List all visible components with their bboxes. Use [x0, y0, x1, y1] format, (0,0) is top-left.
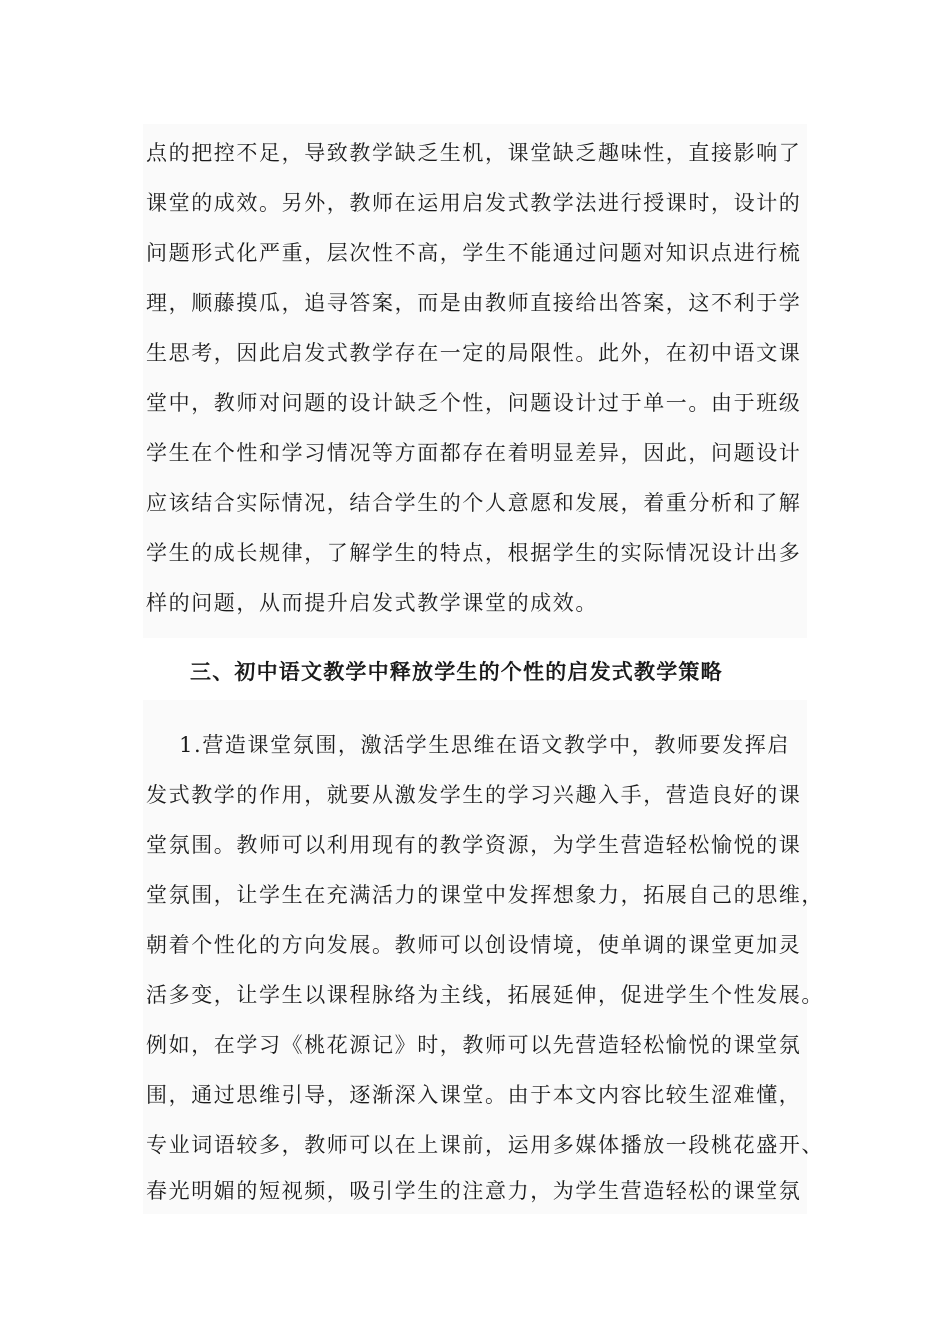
paragraph-1-line: 样的问题，从而提升启发式教学课堂的成效。	[146, 591, 598, 615]
paragraph-1-line: 应该结合实际情况，结合学生的个人意愿和发展，着重分析和了解	[146, 491, 802, 515]
paragraph-1-line: 问题形式化严重，层次性不高，学生不能通过问题对知识点进行梳	[146, 241, 802, 265]
paragraph-2-line: 专业词语较多，教师可以在上课前，运用多媒体播放一段桃花盛开、	[146, 1133, 824, 1157]
paragraph-1-line: 理，顺藤摸瓜，追寻答案，而是由教师直接给出答案，这不利于学	[146, 291, 802, 315]
paragraph-2-line: 朝着个性化的方向发展。教师可以创设情境，使单调的课堂更加灵	[146, 933, 802, 957]
paragraph-1-line: 生思考，因此启发式教学存在一定的局限性。此外，在初中语文课	[146, 341, 802, 365]
paragraph-2-line: 发式教学的作用，就要从激发学生的学习兴趣入手，营造良好的课	[146, 783, 802, 807]
paragraph-2-line: 1.营造课堂氛围，激活学生思维在语文教学中，教师要发挥启	[146, 733, 790, 757]
paragraph-2-line: 例如，在学习《桃花源记》时，教师可以先营造轻松愉悦的课堂氛	[146, 1033, 802, 1057]
section-heading: 三、初中语文教学中释放学生的个性的启发式教学策略	[190, 660, 723, 684]
paragraph-2-line: 活多变，让学生以课程脉络为主线，拓展延伸，促进学生个性发展。	[146, 983, 824, 1007]
paragraph-2-line: 堂氛围。教师可以利用现有的教学资源，为学生营造轻松愉悦的课	[146, 833, 802, 857]
paragraph-1-line: 点的把控不足，导致教学缺乏生机，课堂缺乏趣味性，直接影响了	[146, 141, 802, 165]
paragraph-1-line: 学生的成长规律，了解学生的特点，根据学生的实际情况设计出多	[146, 541, 802, 565]
paragraph-1-line: 学生在个性和学习情况等方面都存在着明显差异，因此，问题设计	[146, 441, 802, 465]
paragraph-1-line: 课堂的成效。另外，教师在运用启发式教学法进行授课时，设计的	[146, 191, 802, 215]
paragraph-2-line: 堂氛围，让学生在充满活力的课堂中发挥想象力，拓展自己的思维，	[146, 883, 824, 907]
paragraph-2-line: 春光明媚的短视频，吸引学生的注意力，为学生营造轻松的课堂氛	[146, 1179, 802, 1203]
paragraph-1	[143, 124, 807, 638]
paragraph-2	[143, 700, 824, 1214]
paragraph-1-line: 堂中，教师对问题的设计缺乏个性，问题设计过于单一。由于班级	[146, 391, 802, 415]
paragraph-2-line: 围，通过思维引导，逐渐深入课堂。由于本文内容比较生涩难懂，	[146, 1083, 802, 1107]
